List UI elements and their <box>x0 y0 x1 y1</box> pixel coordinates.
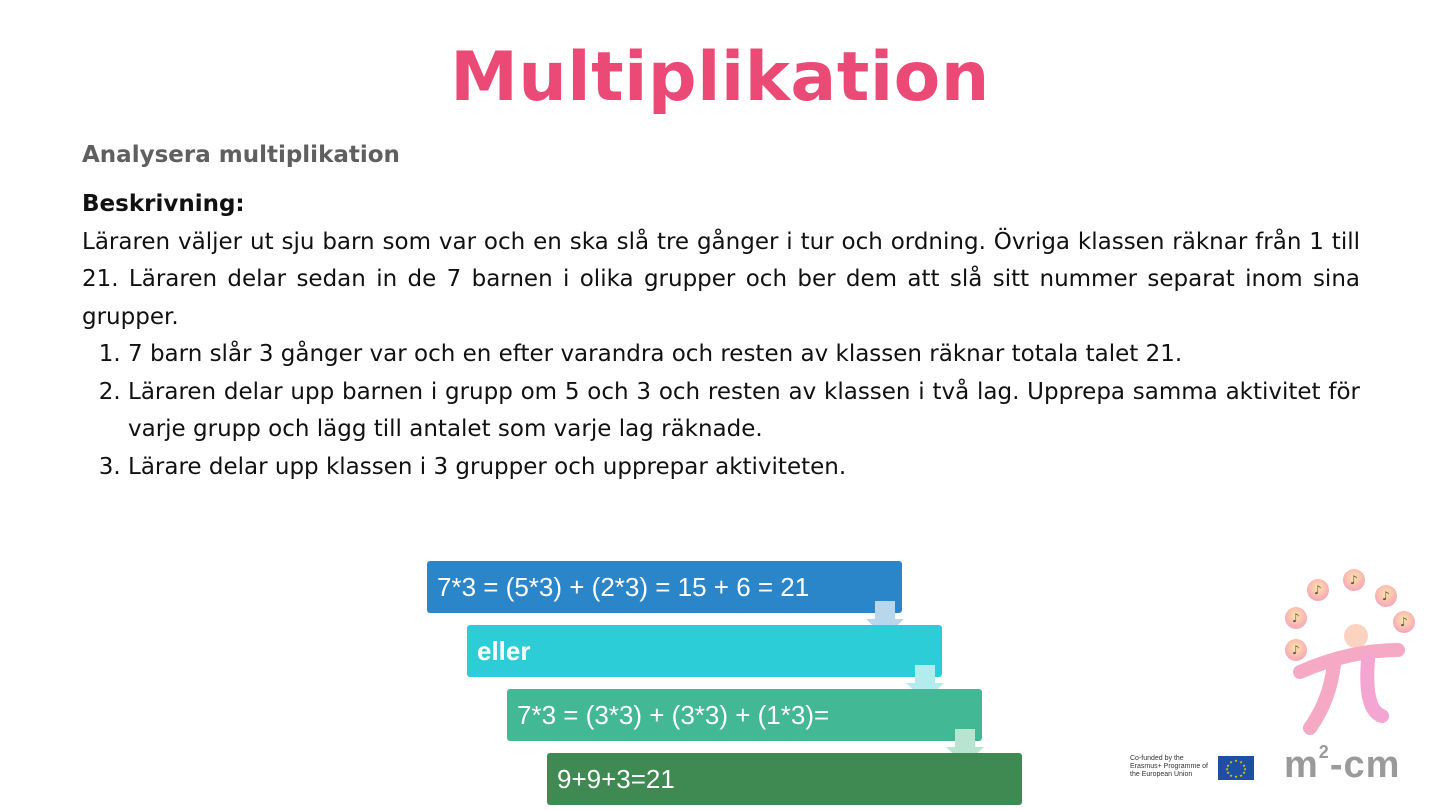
page-title: Multiplikation <box>450 38 990 117</box>
svg-text:★: ★ <box>1234 758 1238 763</box>
process-box-3: 7*3 = (3*3) + (3*3) + (1*3)= <box>507 689 982 741</box>
brand-suffix: -cm <box>1329 744 1401 786</box>
eu-cofunded-text: Co-funded by the Erasmus+ Programme of the European Union <box>1130 755 1208 778</box>
svg-text:★: ★ <box>1239 773 1243 778</box>
brand-superscript: 2 <box>1318 742 1330 762</box>
svg-text:♪: ♪ <box>1292 643 1300 657</box>
subtitle: Analysera multiplikation <box>82 142 400 168</box>
svg-text:★: ★ <box>1242 763 1246 768</box>
m2cm-logo <box>1284 744 1400 787</box>
brand-m: m <box>1284 744 1319 786</box>
svg-text:★: ★ <box>1243 766 1247 772</box>
svg-text:★: ★ <box>1225 766 1229 772</box>
list-item: 3. Lärare delar upp klassen i 3 grupper och upprepar aktiviteten. <box>128 449 1360 487</box>
svg-text:★: ★ <box>1242 770 1246 775</box>
svg-text:★: ★ <box>1234 774 1238 779</box>
svg-text:★: ★ <box>1229 759 1233 765</box>
process-box-2: eller <box>467 625 942 677</box>
svg-text:★: ★ <box>1226 763 1230 768</box>
description-block <box>82 186 1360 486</box>
steps-list <box>82 336 1360 486</box>
svg-text:♪: ♪ <box>1382 589 1390 603</box>
svg-text:★: ★ <box>1226 770 1230 775</box>
svg-text:♪: ♪ <box>1350 573 1358 587</box>
pi-music-notes-logo-icon <box>1270 560 1430 740</box>
eu-flag-icon <box>1218 756 1254 780</box>
svg-text:★: ★ <box>1239 759 1243 765</box>
svg-text:♪: ♪ <box>1400 615 1408 629</box>
svg-text:♪: ♪ <box>1292 611 1300 625</box>
list-item: 2. Läraren delar upp barnen i grupp om 5 och 3 och resten av klassen i två lag. Upprepa samma aktivitet för varje grupp och lägg till antalet som varje lag räknade. <box>128 374 1360 449</box>
process-box-4: 9+9+3=21 <box>547 753 1022 805</box>
description-text: Läraren väljer ut sju barn som var och en ska slå tre gånger i tur och ordning. Övriga klassen räknar från 1 till 21. Läraren delar sedan in de 7 barnen i olika grupper och ber dem att slå sitt nummer separat inom sina grupper. <box>82 228 1360 330</box>
description-label: Beskrivning: <box>82 191 245 217</box>
process-box-1: 7*3 = (5*3) + (2*3) = 15 + 6 = 21 <box>427 561 902 613</box>
svg-text:★: ★ <box>1229 773 1233 778</box>
svg-text:♪: ♪ <box>1314 583 1322 597</box>
list-item: 1. 7 barn slår 3 gånger var och en efter varandra och resten av klassen räknar totala talet 21. <box>128 336 1360 374</box>
